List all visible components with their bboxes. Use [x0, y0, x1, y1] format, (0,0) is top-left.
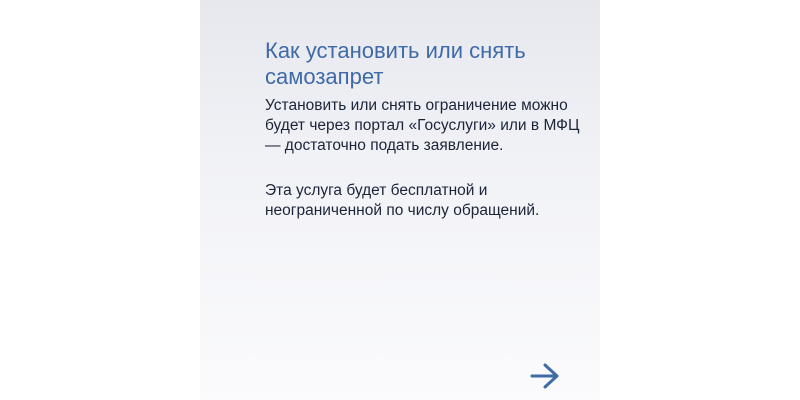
paragraph-how-to: Установить или снять ограничение можно будет через портал «Госуслуги» или в МФЦ — достаточно подать заявление.: [265, 97, 580, 154]
arrow-right-icon: [530, 362, 560, 390]
info-card: [200, 0, 600, 400]
paragraph-free-service: Эта услуга будет бесплатной и неограниченной по числу обращений.: [265, 182, 540, 219]
card-title: Как установить или снять самозапрет: [265, 38, 526, 89]
next-button[interactable]: [530, 362, 560, 390]
